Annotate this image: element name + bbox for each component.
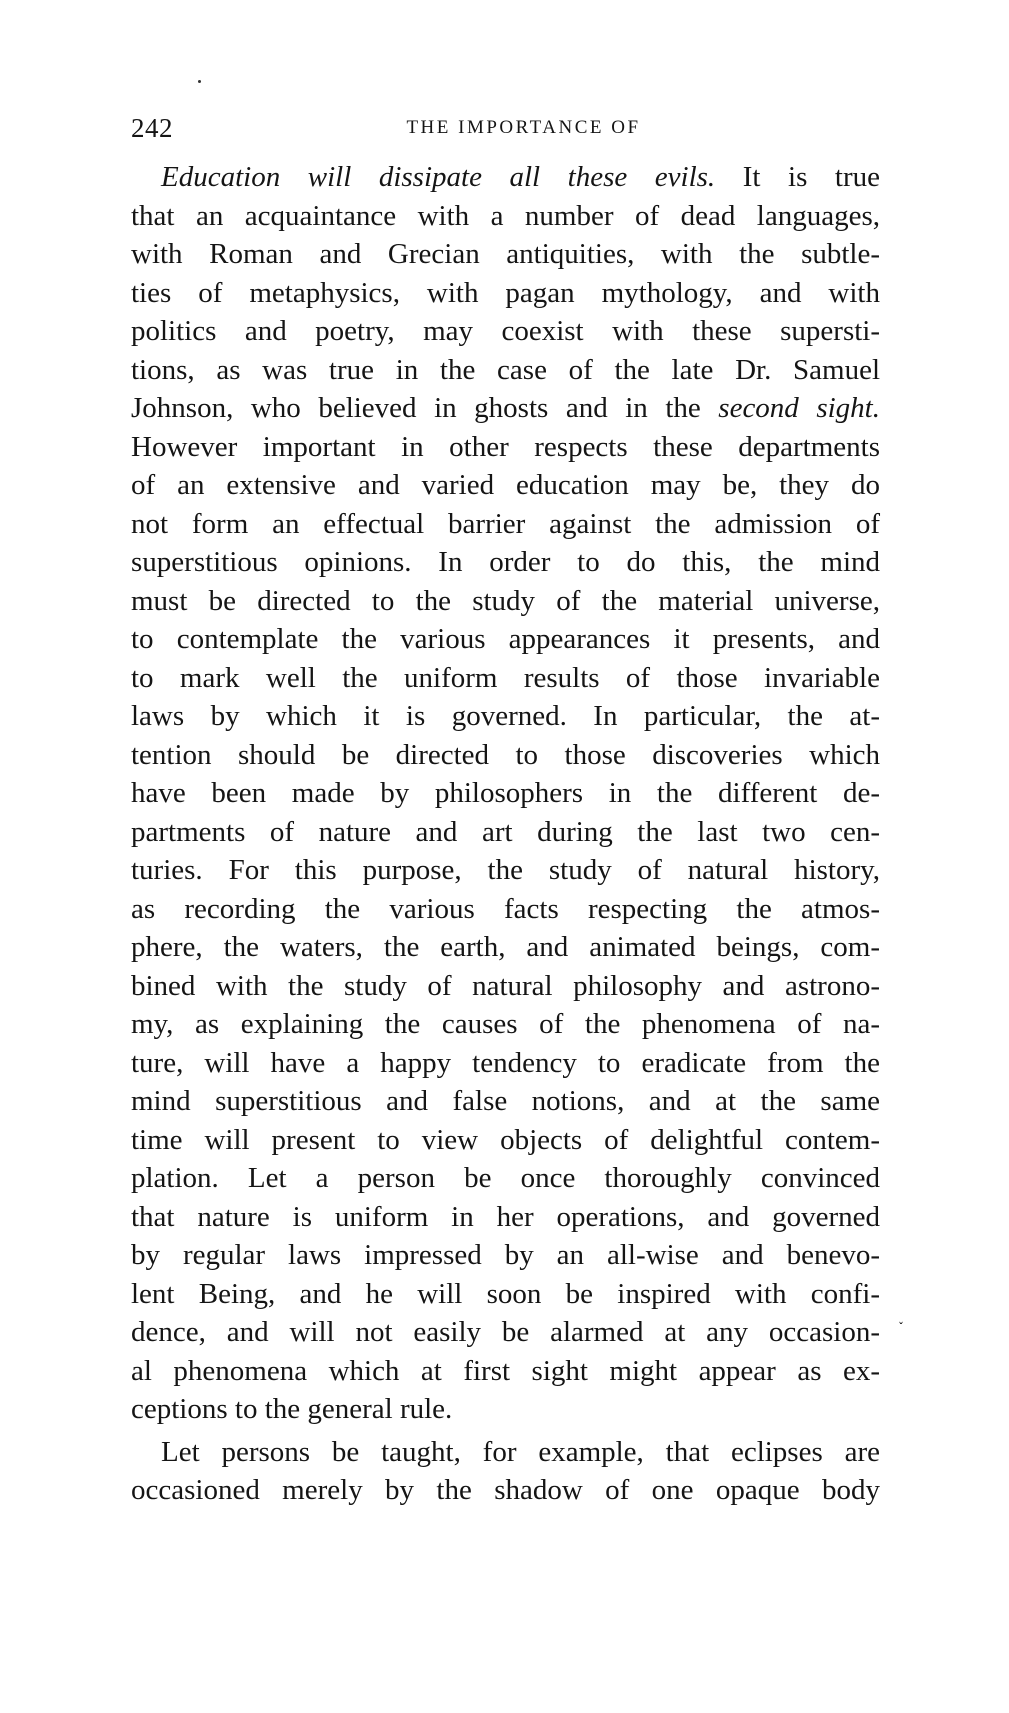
text-line: bined with the study of natural philosophy and astrono- (131, 969, 880, 1002)
text-line: time will present to view objects of delightful contem- (131, 1123, 880, 1156)
text-line: by regular laws impressed by an all-wise and benevo- (131, 1239, 880, 1271)
text-line: partments of nature and art during the last two cen- (131, 815, 880, 848)
text-line: that an acquaintance with a number of dead languages, (131, 199, 880, 232)
italic-lead: Education will dissipate all these evils. (161, 161, 716, 193)
ink-speck (198, 80, 201, 83)
text-line: dence, and will not easily be alarmed at any occasion- (131, 1316, 880, 1348)
running-title: THE IMPORTANCE OF (406, 117, 641, 138)
text-line: al phenomena which at first sight might appear as ex- (131, 1354, 880, 1387)
text-line: that nature is uniform in her operations, and governed (131, 1200, 880, 1233)
text-line: to mark well the uniform results of those invariable (131, 661, 880, 694)
line-text: Johnson, who believed in ghosts and in the (131, 392, 719, 424)
text-line: have been made by philosophers in the different de- (131, 777, 880, 809)
text-line: of an extensive and varied education may be, they do (131, 469, 880, 501)
body-text (131, 158, 880, 1510)
text-line: plation. Let a person be once thoroughly convinced (131, 1162, 880, 1194)
text-line: to contemplate the various appearances it presents, and (131, 623, 880, 655)
text-line: laws by which it is governed. In particular, the at- (131, 700, 880, 732)
text-line: occasioned merely by the shadow of one opaque body (131, 1474, 880, 1506)
italic-phrase: second sight. (718, 392, 880, 424)
text-line (131, 389, 880, 428)
text-line: turies. For this purpose, the study of natural history, (131, 854, 880, 886)
text-line: ceptions to the general rule. (131, 1393, 453, 1425)
page-number: 242 (131, 113, 173, 143)
text-line: Let persons be taught, for example, that eclipses are (161, 1435, 880, 1468)
text-line: as recording the various facts respecting the atmos- (131, 892, 880, 925)
text-line: my, as explaining the causes of the phenomena of na- (131, 1008, 880, 1040)
running-head (131, 108, 880, 148)
text-line: However important in other respects these departments (131, 430, 880, 463)
text-line: politics and poetry, may coexist with these supersti- (131, 315, 880, 347)
text-line: lent Being, and he will soon be inspired with confi- (131, 1277, 880, 1310)
text-line: superstitious opinions. In order to do this, the mind (131, 546, 880, 578)
text-line: tention should be directed to those discoveries which (131, 738, 880, 771)
text-line: phere, the waters, the earth, and animated beings, com- (131, 931, 880, 963)
text-line: must be directed to the study of the material universe, (131, 584, 880, 617)
text-line: ture, will have a happy tendency to eradicate from the (131, 1046, 880, 1079)
text-line: with Roman and Grecian antiquities, with the subtle- (131, 238, 880, 270)
text-line: not form an effectual barrier against the admission of (131, 507, 880, 540)
text-line: ties of metaphysics, with pagan mythology, and with (131, 276, 880, 309)
lead-rest: It is true (715, 161, 880, 193)
text-line: tions, as was true in the case of the late Dr. Samuel (131, 353, 880, 386)
text-line: mind superstitious and false notions, and at the same (131, 1085, 880, 1117)
margin-mark: ˯ (898, 1305, 904, 1325)
text-line (131, 158, 880, 197)
